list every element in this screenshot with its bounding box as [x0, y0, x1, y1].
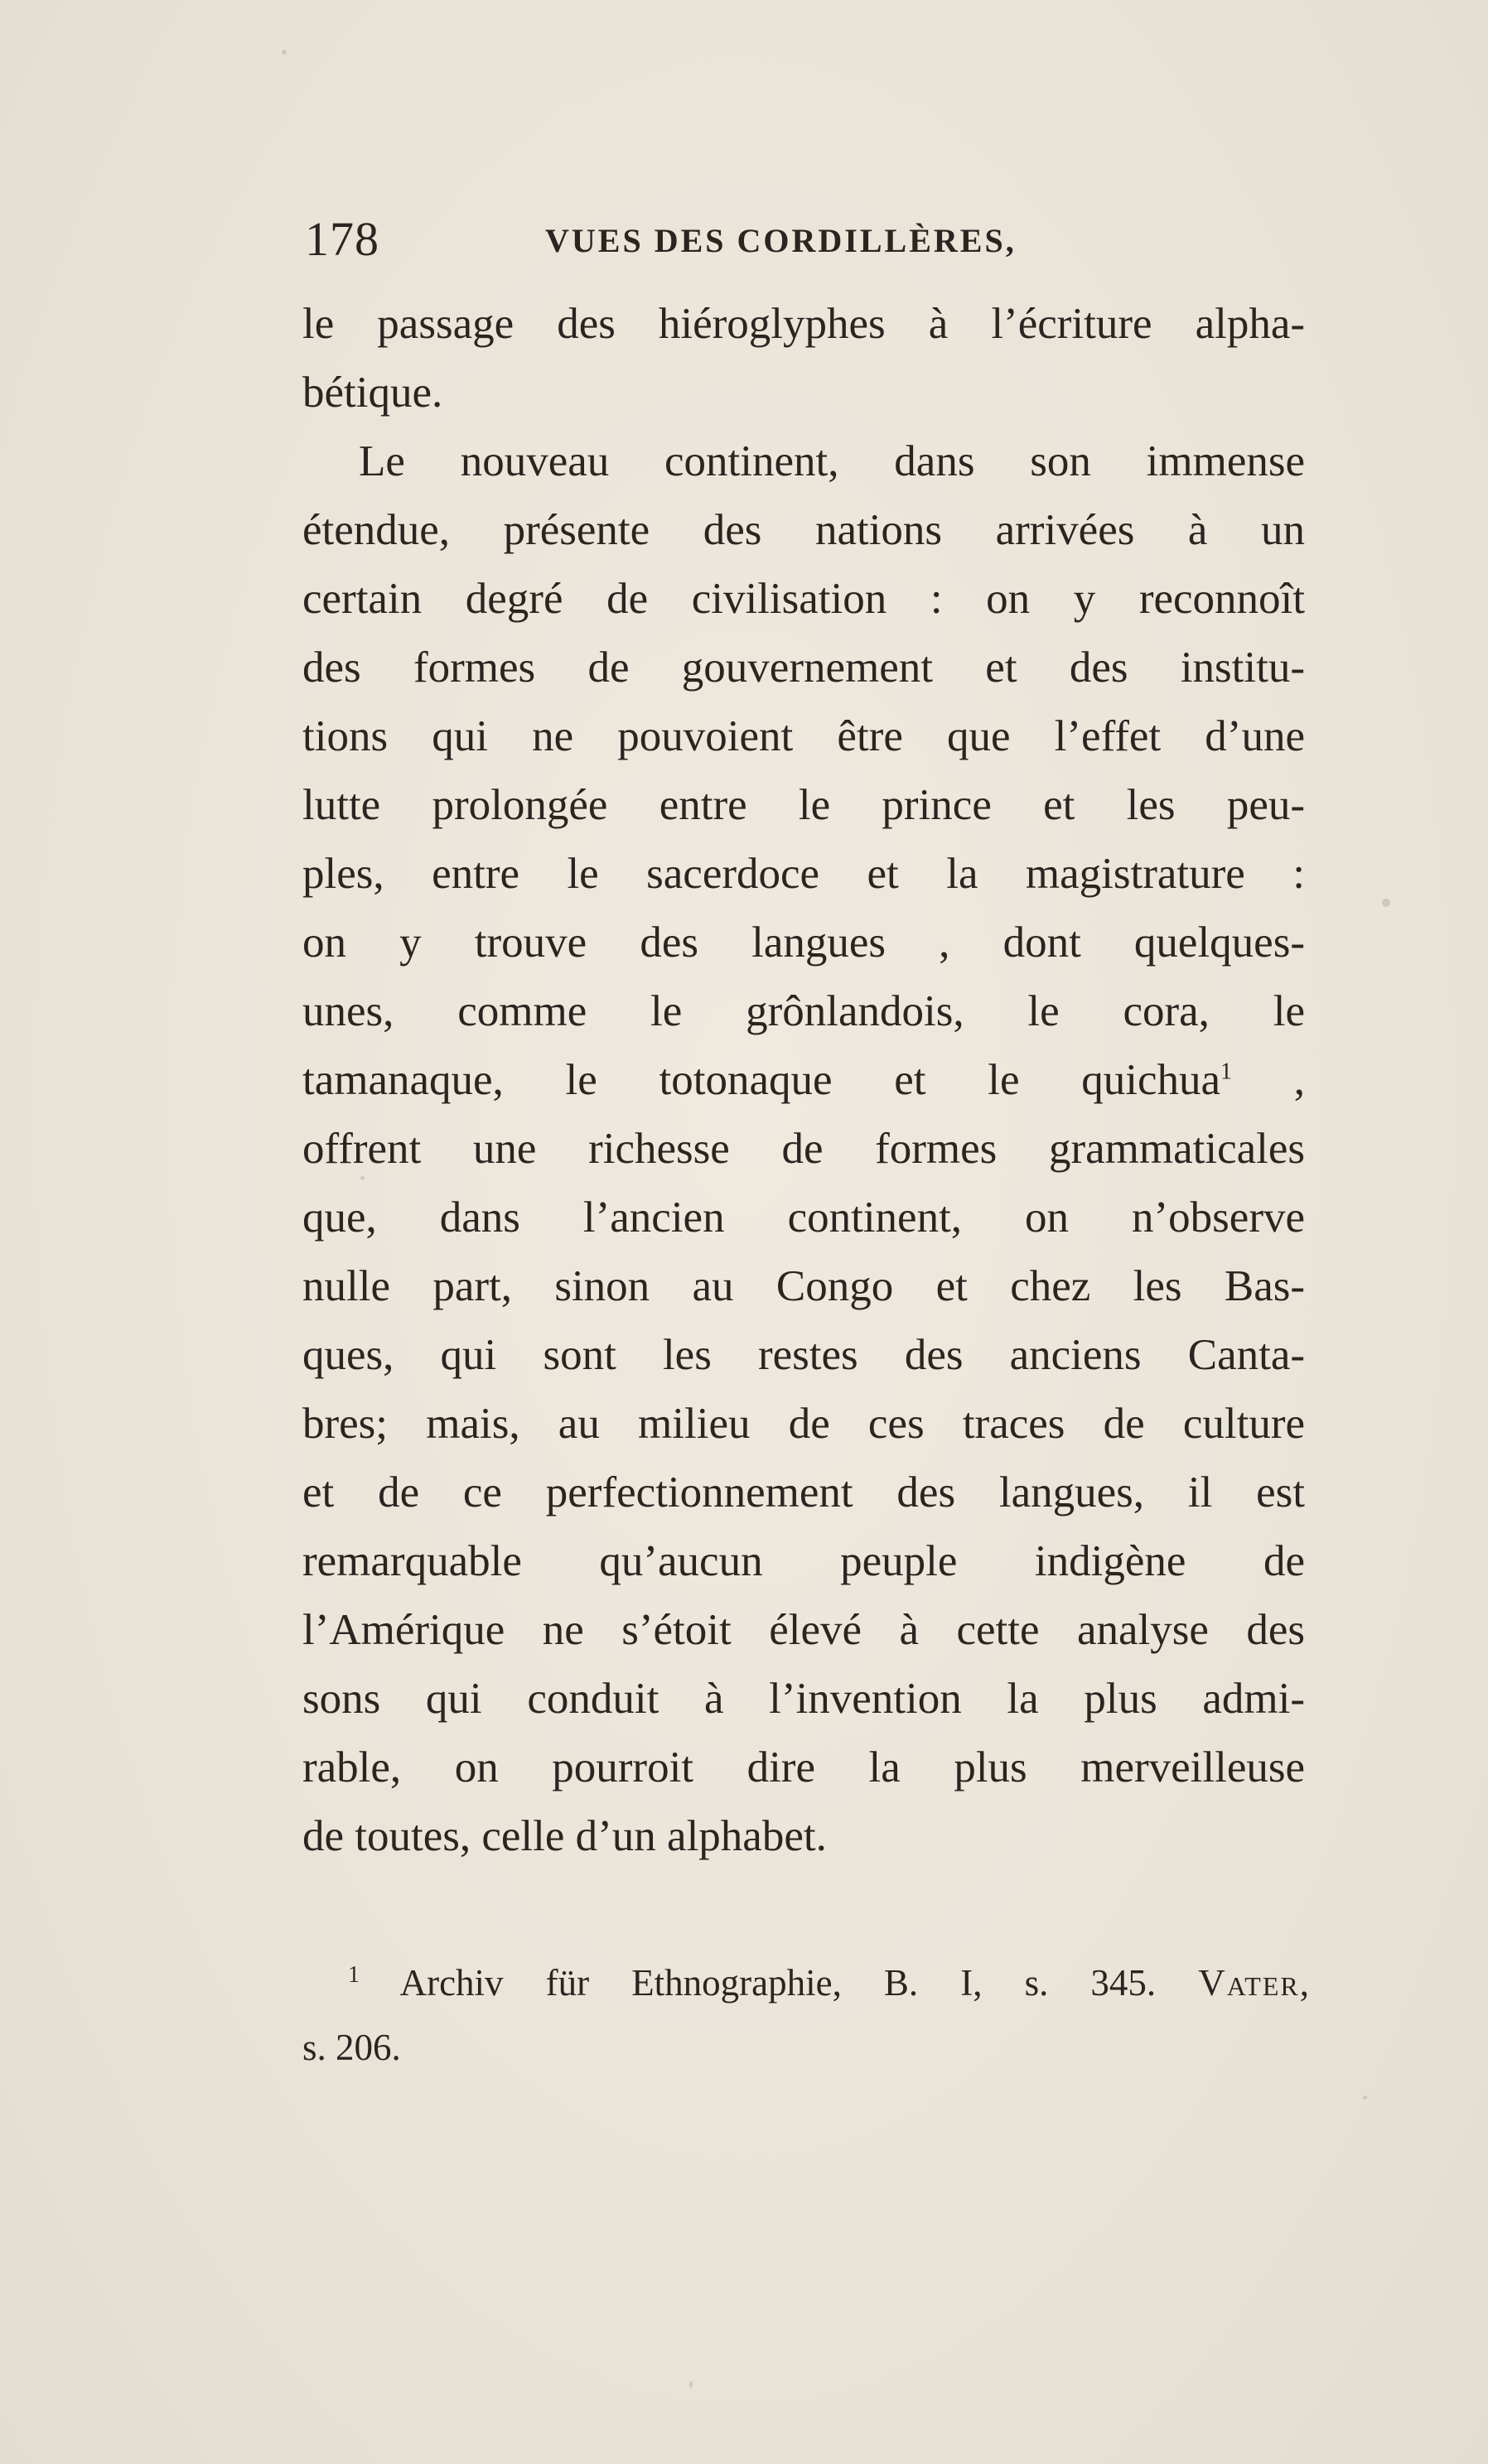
footnote-citation: Archiv für Ethnographie, B. I, s. 345.: [399, 1962, 1157, 2004]
page-number: 178: [305, 212, 379, 266]
footnote-marker: 1: [348, 1962, 360, 1988]
text-line: des formes de gouvernement et des institu-: [302, 644, 1305, 692]
footnote-marker: 1: [1220, 1058, 1232, 1085]
text-line: remarquable qu’aucun peuple indigène de: [302, 1537, 1305, 1585]
text-line: étendue, présente des nations arrivées à un: [302, 506, 1305, 554]
footnote: [302, 1950, 1309, 2080]
paper-speck: [1363, 2095, 1367, 2100]
text-line: l’Amérique ne s’étoit élevé à cette analyse des: [302, 1606, 1305, 1654]
text-line: de toutes, celle d’un alphabet.: [302, 1812, 827, 1860]
text-line: ples, entre le sacerdoce et la magistrature :: [302, 850, 1305, 898]
text-line: on y trouve des langues , dont quelques-: [302, 919, 1305, 967]
text-line: unes, comme le grônlandois, le cora, le: [302, 987, 1305, 1035]
text-line: que, dans l’ancien continent, on n’observe: [302, 1193, 1305, 1242]
body-text: [302, 290, 1305, 1871]
line-suffix: ,: [1293, 1056, 1305, 1104]
footnote-line: s. 206.: [302, 2027, 401, 2068]
footnote-comma: ,: [1299, 1962, 1309, 2004]
text-line: le passage des hiéroglyphes à l’écriture alpha-: [302, 300, 1305, 348]
paper-speck: [689, 2381, 693, 2388]
paper-speck: [1382, 899, 1390, 907]
footnote-author: Vater: [1198, 1962, 1300, 2004]
text-line: Le nouveau continent, dans son immense: [359, 437, 1305, 485]
text-line: certain degré de civilisation : on y reconnoît: [302, 575, 1305, 623]
text-line: sons qui conduit à l’invention la plus admi-: [302, 1675, 1305, 1723]
page-header: [305, 211, 1307, 269]
text-line-with-footnote: [302, 1046, 1305, 1115]
line-text: tamanaque, le totonaque et le quichua: [302, 1056, 1220, 1104]
footnote-line: [302, 1950, 1309, 2015]
text-line: bres; mais, au milieu de ces traces de culture: [302, 1400, 1305, 1448]
paper-speck: [282, 50, 287, 55]
text-line: ques, qui sont les restes des anciens Canta-: [302, 1331, 1305, 1379]
text-line: nulle part, sinon au Congo et chez les Bas-: [302, 1262, 1305, 1310]
text-line: rable, on pourroit dire la plus merveilleuse: [302, 1743, 1305, 1791]
text-line: tions qui ne pouvoient être que l’effet d’une: [302, 712, 1305, 760]
text-line: lutte prolongée entre le prince et les peu-: [302, 781, 1305, 829]
text-line: offrent une richesse de formes grammaticales: [302, 1125, 1305, 1173]
running-head: VUES DES CORDILLÈRES,: [545, 222, 1017, 259]
text-line: bétique.: [302, 369, 443, 417]
text-line: et de ce perfectionnement des langues, il est: [302, 1468, 1305, 1516]
